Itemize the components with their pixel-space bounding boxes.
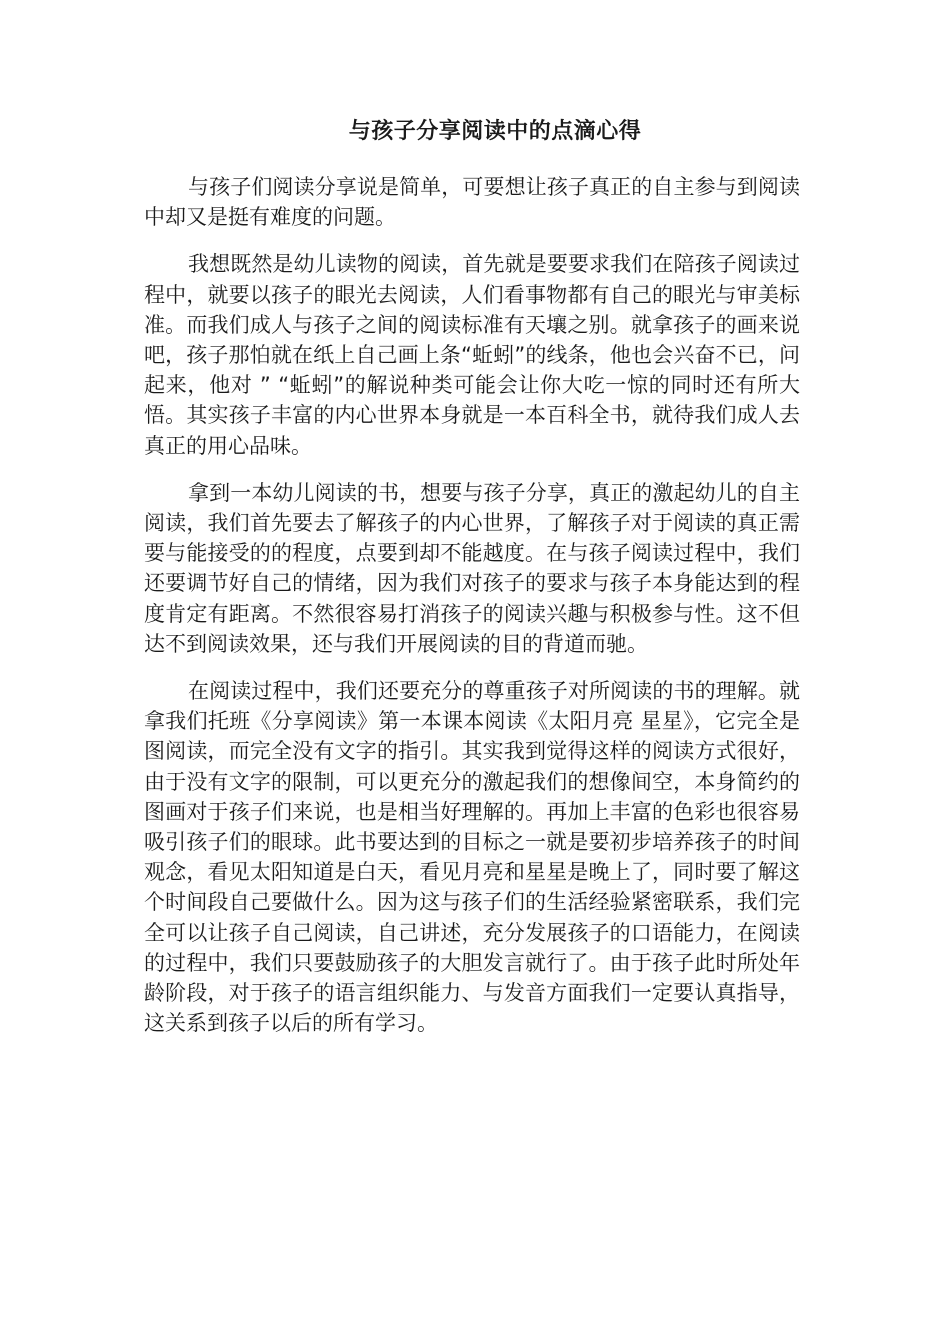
document-title: 与孩子分享阅读中的点滴心得 [348, 119, 642, 144]
paragraph-3: 拿到一本幼儿阅读的书，想要与孩子分享，真正的激起幼儿的自主阅读，我们首先要去了解孩子的内心世界，了解孩子对于阅读的真正需要与能接受的的程度，点要到却不能越度。在与孩子阅读过程中，我们还要调节好自己的情绪，因为我们对孩子的要求与孩子本身能达到的程度肯定有距离。不然很容易打消孩子的阅读兴趣与积极参与性。这不但达不到阅读效果，还与我们开展阅读的目的背道而驰。 [144, 480, 800, 656]
paragraph-4: 在阅读过程中，我们还要充分的尊重孩子对所阅读的书的理解。就拿我们托班《分享阅读》第一本课本阅读《太阳月亮 星星》，它完全是图阅读，而完全没有文字的指引。其实我到觉得这样的阅读方式很好，由于没有文字的限制，可以更充分的激起我们的想像间空，本身简约的图画对于孩子们来说，也是相当好理解的。再加上丰富的色彩也很容易吸引孩子们的眼球。此书要达到的目标之一就是要初步培养孩子的时间观念，看见太阳知道是白天，看见月亮和星星是晚上了，同时要了解这个时间段自己要做什么。因为这与孩子们的生活经验紧密联系，我们完全可以让孩子自己阅读，自己讲述，充分发展孩子的口语能力，在阅读的过程中，我们只要鼓励孩子的大胆发言就行了。由于孩子此时所处年龄阶段，对于孩子的语言组织能力、与发音方面我们一定要认真指导，这关系到孩子以后的所有学习。 [144, 679, 800, 1036]
document-body [144, 112, 800, 1055]
paragraph-2: 我想既然是幼儿读物的阅读，首先就是要要求我们在陪孩子阅读过程中，就要以孩子的眼光去阅读，人们看事物都有自己的眼光与审美标准。而我们成人与孩子之间的阅读标准有天壤之别。就拿孩子的画来说吧，孩子那怕就在纸上自己画上条“蚯蚓”的线条，他也会兴奋不已，问起来，他对 ” “蚯蚓”的解说种类可能会让你大吃一惊的同时还有所大悟。其实孩子丰富的内心世界本身就是一本百科全书，就待我们成人去真正的用心品味。 [144, 252, 800, 458]
paragraph-1: 与孩子们阅读分享说是简单，可要想让孩子真正的自主参与到阅读中却又是挺有难度的问题。 [144, 175, 800, 230]
